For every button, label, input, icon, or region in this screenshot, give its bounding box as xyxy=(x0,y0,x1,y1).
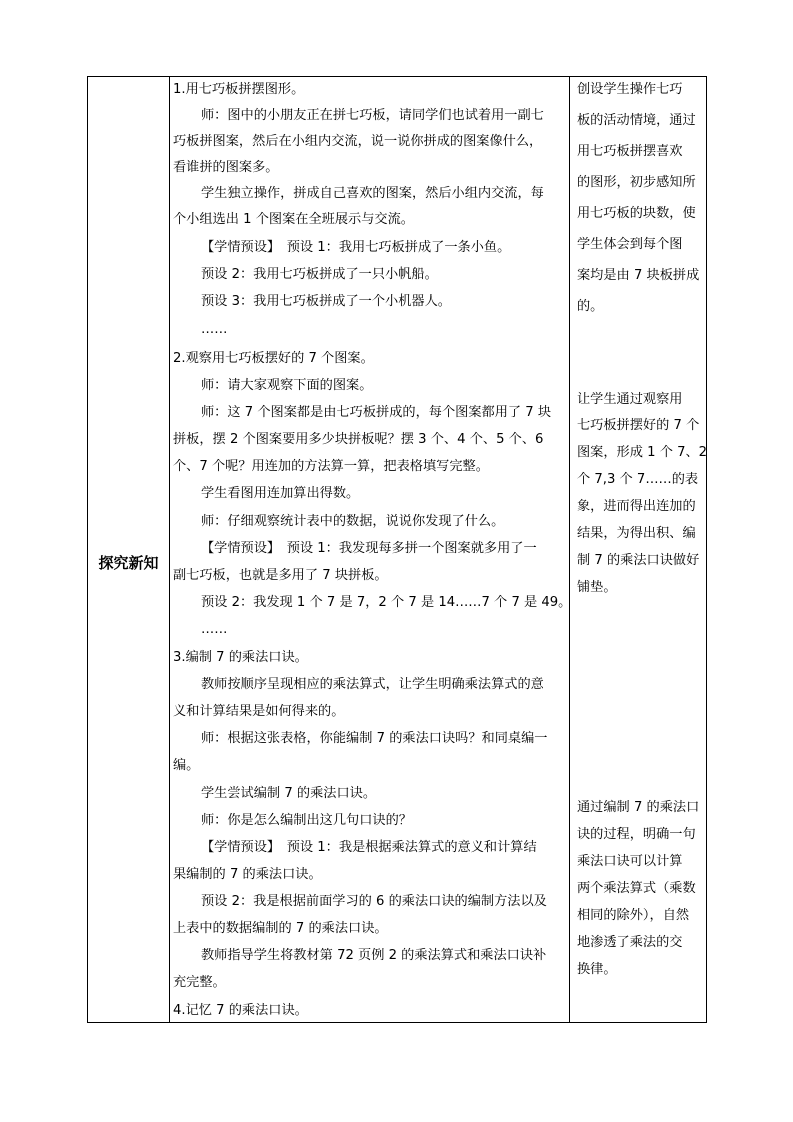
process-line: 预设 3：我用七巧板拼成了一个小机器人。 xyxy=(201,294,451,309)
process-line: 师：图中的小朋友正在拼七巧板，请同学们也试着用一副七 xyxy=(201,108,544,123)
process-line: 看谁拼的图案多。 xyxy=(173,160,279,175)
process-line: 个小组选出 1 个图案在全班展示与交流。 xyxy=(173,212,414,227)
process-line: 师：请大家观察下面的图案。 xyxy=(201,378,373,393)
process-line: 编。 xyxy=(173,758,200,773)
intent-line: 铺垫。 xyxy=(577,580,617,595)
process-line: 副七巧板，也就是多用了 7 块拼板。 xyxy=(173,568,388,583)
stage-label: 探究新知 xyxy=(98,554,159,572)
intent-line: 学生体会到每个图 xyxy=(577,237,683,252)
intent-line: 制 7 的乘法口诀做好 xyxy=(577,553,700,568)
intent-line: 图案，形成 1 个 7、2 xyxy=(577,445,708,460)
intent-line: 用七巧板的块数，使 xyxy=(577,206,696,221)
column-divider xyxy=(169,77,170,1022)
intent-line: 七巧板拼摆好的 7 个 xyxy=(577,418,700,433)
process-line: 教师指导学生将教材第 72 页例 2 的乘法算式和乘法口诀补 xyxy=(201,948,547,963)
process-line: 上表中的数据编制的 7 的乘法口诀。 xyxy=(173,921,388,936)
process-line: 师：这 7 个图案都是由七巧板拼成的，每个图案都用了 7 块 xyxy=(201,405,552,420)
process-line: 学生看图用连加算出得数。 xyxy=(201,486,360,501)
lesson-table xyxy=(87,76,707,1023)
process-line: 3.编制 7 的乘法口诀。 xyxy=(173,650,308,665)
intent-line: 用七巧板拼摆喜欢 xyxy=(577,144,683,159)
intent-line: 创设学生操作七巧 xyxy=(577,82,683,97)
process-line: 个、7 个呢？用连加的方法算一算，把表格填写完整。 xyxy=(173,459,489,474)
intent-line: 板的活动情境，通过 xyxy=(577,113,696,128)
process-line: 义和计算结果是如何得来的。 xyxy=(173,704,345,719)
process-line: 果编制的 7 的乘法口诀。 xyxy=(173,867,322,882)
intent-line: 的。 xyxy=(577,299,604,314)
intent-line: 象，进而得出连加的 xyxy=(577,499,696,514)
process-line: 拼板，摆 2 个图案要用多少块拼板呢？摆 3 个、4 个、5 个、6 xyxy=(173,432,544,447)
column-divider xyxy=(569,77,570,1022)
process-line: …… xyxy=(201,322,228,337)
process-line: 学生独立操作，拼成自己喜欢的图案，然后小组内交流，每 xyxy=(201,186,544,201)
intent-line: 通过编制 7 的乘法口 xyxy=(577,800,700,815)
process-line: 充完整。 xyxy=(173,975,226,990)
intent-line: 个 7,3 个 7……的表 xyxy=(577,472,699,487)
process-line: 4.记忆 7 的乘法口诀。 xyxy=(173,1003,308,1018)
process-line: 预设 2：我发现 1 个 7 是 7，2 个 7 是 14……7 个 7 是 49。 xyxy=(201,595,572,610)
process-line: 【学情预设】 预设 1：我是根据乘法算式的意义和计算结 xyxy=(201,840,537,855)
process-line: 2.观察用七巧板摆好的 7 个图案。 xyxy=(173,351,374,366)
process-line: 师：仔细观察统计表中的数据，说说你发现了什么。 xyxy=(201,514,505,529)
process-line: 师：你是怎么编制出这几句口诀的？ xyxy=(201,813,412,828)
intent-line: 地渗透了乘法的交 xyxy=(577,935,683,950)
process-line: …… xyxy=(201,622,228,637)
intent-line: 的图形，初步感知所 xyxy=(577,175,696,190)
process-line: 1.用七巧板拼摆图形。 xyxy=(173,82,305,97)
process-line: 巧板拼图案，然后在小组内交流，说一说你拼成的图案像什么， xyxy=(173,134,543,149)
intent-line: 乘法口诀可以计算 xyxy=(577,854,683,869)
process-line: 【学情预设】 预设 1：我用七巧板拼成了一条小鱼。 xyxy=(201,240,511,255)
intent-line: 相同的除外），自然 xyxy=(577,908,690,923)
intent-line: 两个乘法算式（乘数 xyxy=(577,881,696,896)
intent-line: 让学生通过观察用 xyxy=(577,392,683,407)
process-line: 教师按顺序呈现相应的乘法算式，让学生明确乘法算式的意 xyxy=(201,677,544,692)
intent-line: 案均是由 7 块板拼成 xyxy=(577,268,700,283)
intent-line: 结果，为得出积、编 xyxy=(577,526,696,541)
process-line: 预设 2：我用七巧板拼成了一只小帆船。 xyxy=(201,267,438,282)
process-line: 【学情预设】 预设 1：我发现每多拼一个图案就多用了一 xyxy=(201,541,537,556)
process-line: 师：根据这张表格，你能编制 7 的乘法口诀吗？和同桌编一 xyxy=(201,731,548,746)
intent-line: 诀的过程，明确一句 xyxy=(577,827,696,842)
process-line: 学生尝试编制 7 的乘法口诀。 xyxy=(201,786,377,801)
process-line: 预设 2：我是根据前面学习的 6 的乘法口诀的编制方法以及 xyxy=(201,894,547,909)
intent-line: 换律。 xyxy=(577,962,617,977)
